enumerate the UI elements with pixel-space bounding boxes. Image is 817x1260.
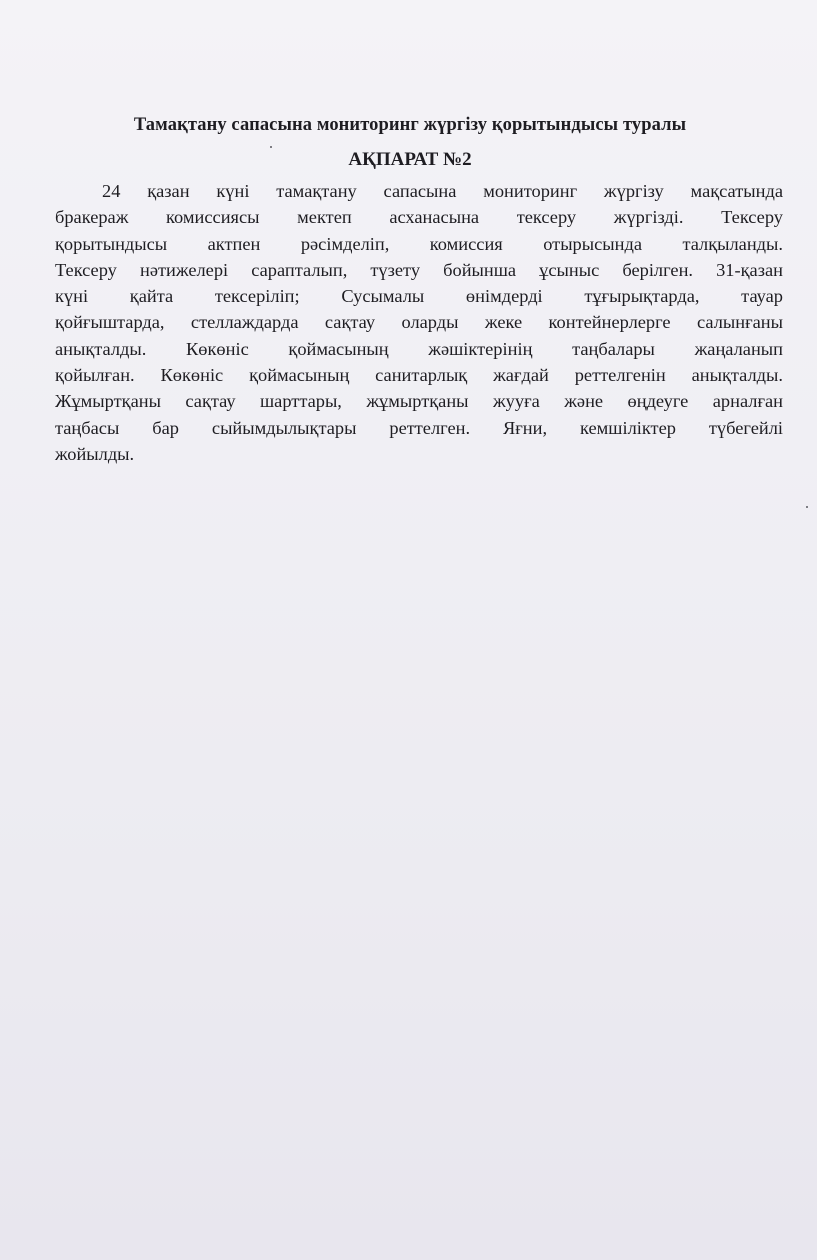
body-line: Тексеру нәтижелері сарапталып, түзету бойынша ұсыныс берілген. 31-қазан <box>55 259 783 280</box>
body-line: Жұмыртқаны сақтау шарттары, жұмыртқаны жууға және өңдеуге арналған <box>55 391 783 412</box>
body-line: бракераж комиссиясы мектеп асханасына тексеру жүргізді. Тексеру <box>55 207 783 228</box>
body-line: жойылды. <box>55 443 135 464</box>
body-line: қойғыштарда, стеллаждарда сақтау оларды жеке контейнерлерге салынғаны <box>55 312 783 333</box>
body-line: 24 қазан күні тамақтану сапасына мониторинг жүргізу мақсатында <box>102 181 783 201</box>
body-line: қойылған. Көкөніс қоймасының санитарлық жағдай реттелгенін анықталды. <box>55 365 783 386</box>
document-title: Тамақтану сапасына мониторинг жүргізу қорытындысы туралы <box>133 115 687 135</box>
body-line: қорытындысы актпен рәсімделіп, комиссия отырысында талқыланды. <box>55 233 783 254</box>
body-line: анықталды. Көкөніс қоймасының жәшіктерінің таңбалары жаңаланып <box>55 338 783 359</box>
body-line: таңбасы бар сыйымдылықтары реттелген. Яғни, кемшіліктер түбегейлі <box>55 417 783 438</box>
body-line: күні қайта тексеріліп; Сусымалы өнімдерді тұғырықтарда, тауар <box>55 286 783 307</box>
document-body <box>55 178 783 467</box>
paper-speck <box>806 506 808 508</box>
document-subtitle: АҚПАРАТ №2 <box>348 149 472 170</box>
paper-speck <box>270 146 272 148</box>
